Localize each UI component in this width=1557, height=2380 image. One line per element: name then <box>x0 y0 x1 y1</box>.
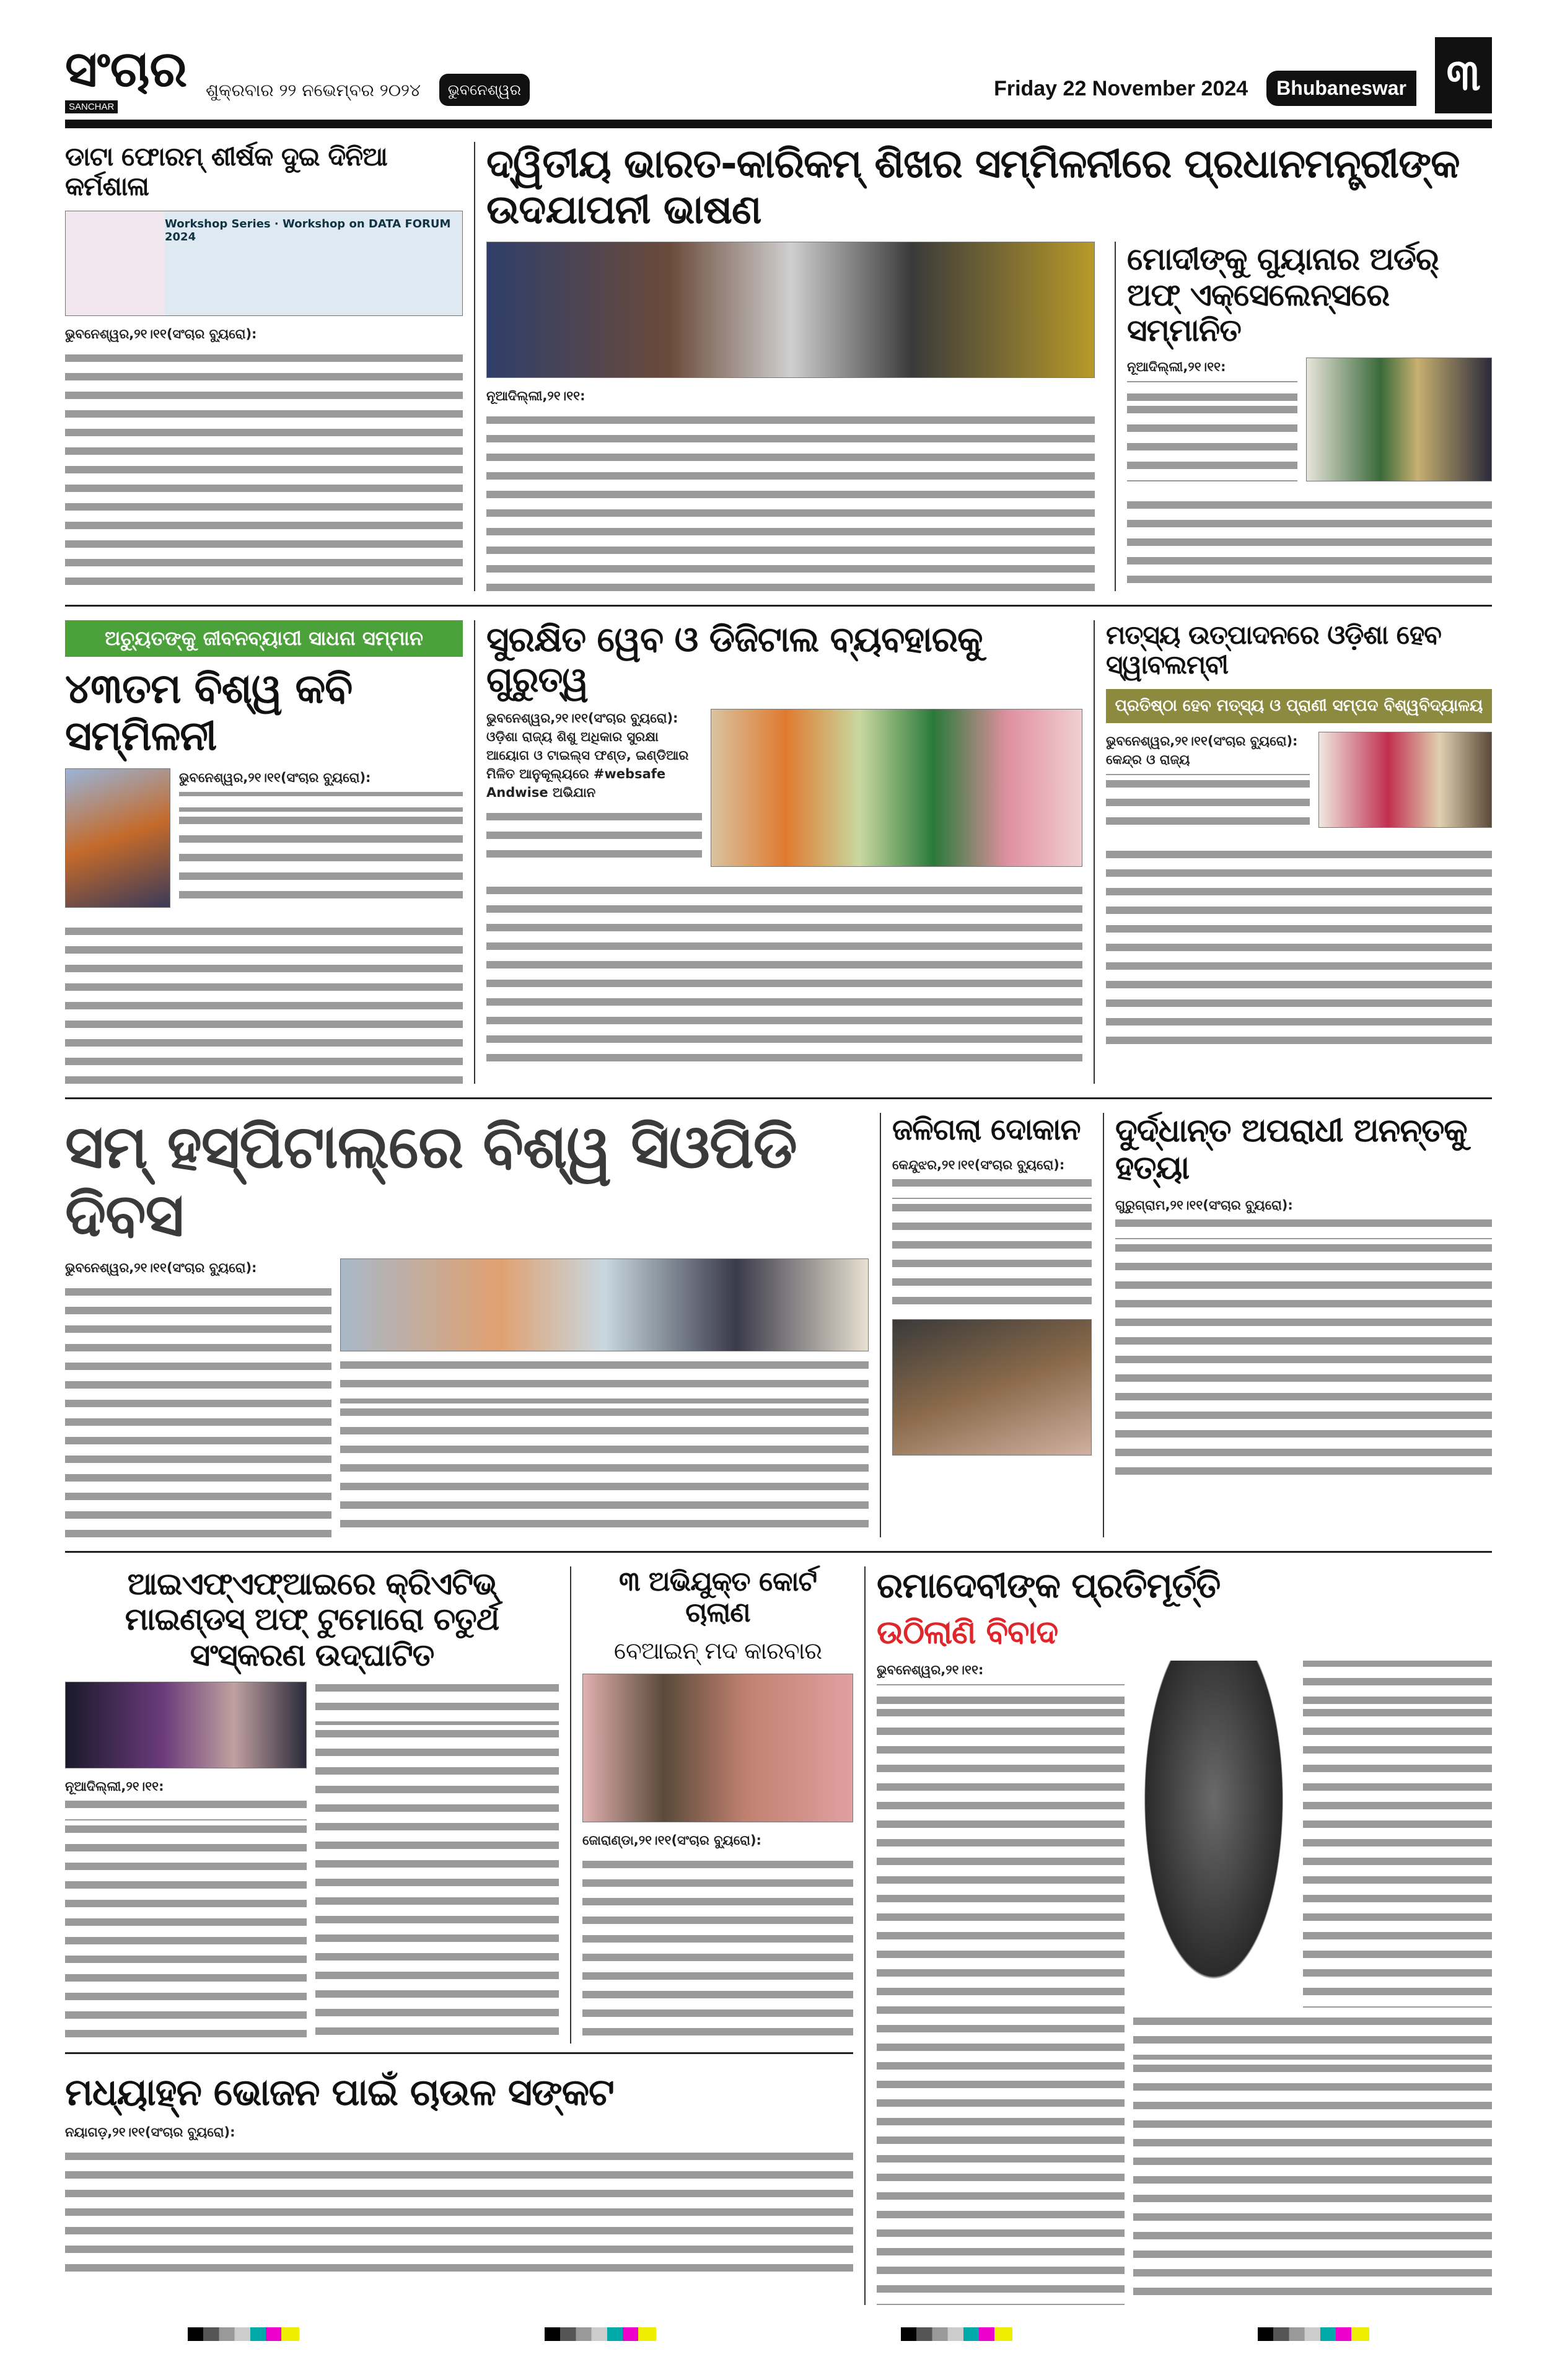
photo-iffi <box>65 1682 307 1768</box>
ramadevi-right <box>1133 1661 1492 2305</box>
edition-badge-english: Bhubaneswar <box>1266 71 1416 106</box>
section-row-4 <box>65 1553 1492 2319</box>
photo-copd-day <box>340 1258 869 1351</box>
article-body-guyana: ନୂଆଦିଲ୍ଲୀ,୨୧।୧୧: <box>1127 358 1297 481</box>
banner-achyuta-award: ଅଚ୍ୟୁତଙ୍କୁ ଜୀବନବ୍ୟାପୀ ସାଧନା ସମ୍ମାନ <box>65 620 463 657</box>
article-body-copd: ଭୁବନେଶ୍ୱର,୨୧।୧୧(ସଂଚାର ବ୍ୟୁରୋ): <box>65 1258 331 1537</box>
column-left-bottom <box>65 1566 864 2305</box>
headline-liquor-court: ୩ ଅଭିଯୁକ୍ତ କୋର୍ଟ ଚାଲାଣ <box>618 1565 817 1629</box>
article-body-fisheries: ଭୁବନେଶ୍ୱର,୨୧।୧୧(ସଂଚାର ବ୍ୟୁରୋ): କେନ୍ଦ୍ର ଓ ରାଜ୍ୟ <box>1106 732 1310 831</box>
article-body-caricom: ନୂଆଦିଲ୍ଲୀ,୨୧।୧୧: <box>486 387 1095 591</box>
color-registration-strips <box>65 2319 1492 2350</box>
headline-data-forum: ଡାଟା ଫୋରମ୍ ଶୀର୍ଷକ ଦୁଇ ଦିନିଆ କର୍ମଶାଳା <box>65 141 387 202</box>
article-body-copd-cont <box>340 1360 869 1537</box>
article-body-fisheries-cont <box>1106 840 1492 1044</box>
headline-criminal-killed: ଦୁର୍ଦ୍ଧାନ୍ତ ଅପରାଧୀ ଅନନ୍ତକୁ ହତ୍ୟା <box>1115 1112 1467 1187</box>
article-body-safe-web-cont <box>486 876 1082 1061</box>
color-registration-strip <box>188 2327 299 2341</box>
color-registration-strip <box>901 2327 1012 2341</box>
column-iffi <box>65 1566 570 2044</box>
column-shop-fire <box>880 1113 1103 1537</box>
ramadevi-statue-row <box>1133 1661 1492 2008</box>
column-data-forum <box>65 142 474 591</box>
article-body-criminal-killed: ଗୁରୁଗ୍ରାମ,୨୧।୧୧(ସଂଚାର ବ୍ୟୁରୋ): <box>1115 1196 1492 1481</box>
column-safe-web <box>474 620 1094 1084</box>
section-row-3 <box>65 1099 1492 1553</box>
column-liquor <box>570 1566 853 2044</box>
headline-fisheries: ମତ୍ସ୍ୟ ଉତ୍ପାଦନରେ ଓଡ଼ିଶା ହେବ ସ୍ୱାବଲମ୍ବୀ <box>1106 620 1441 680</box>
copd-content <box>65 1258 869 1537</box>
page-number: ୩ <box>1435 37 1492 113</box>
iffi-left <box>65 1682 307 2044</box>
photo-safe-web <box>711 709 1082 867</box>
article-body-poets-cont <box>65 916 463 1084</box>
color-registration-strip <box>1258 2327 1369 2341</box>
masthead <box>65 37 1492 128</box>
rice-divider <box>65 2052 853 2063</box>
headline-safe-web: ସୁରକ୍ଷିତ ୱେବ ଓ ଡିଜିଟାଲ ବ୍ୟବହାରକୁ ଗୁରୁତ୍ୱ <box>486 620 983 700</box>
article-body-iffi-cont <box>315 1682 559 2044</box>
article-body-ramadevi-cont <box>1133 2016 1492 2305</box>
photo-poets-congress <box>65 768 170 908</box>
photo-shop-fire <box>892 1319 1092 1456</box>
photo-ramadevi-statue <box>1133 1661 1294 2008</box>
banner-fisheries-university: ପ୍ରତିଷ୍ଠା ହେବ ମତ୍ସ୍ୟ ଓ ପ୍ରାଣୀ ସମ୍ପଦ ବିଶ୍ୱବିଦ୍ୟାଳୟ <box>1106 689 1492 723</box>
subhead-illegal-liquor: ବେଆଇନ୍ ମଦ କାରବାର <box>613 1636 822 1664</box>
headline-copd-day: ସମ୍ ହସ୍ପିଟାଲ୍‌ରେ ବିଶ୍ୱ ସିଓପିଡି ଦିବସ <box>65 1112 797 1250</box>
headline-caricom: ଦ୍ୱିତୀୟ ଭାରତ-କାରିକମ୍ ଶିଖର ସମ୍ମିଳନୀରେ ପ୍ରଧାନମନ୍ତ୍ରୀଙ୍କ ଉଦଯାପନୀ ଭାଷଣ <box>486 141 1460 233</box>
column-poets <box>65 620 474 1084</box>
photo-data-forum <box>65 211 463 316</box>
date-odia: ଶୁକ୍ରବାର ୨୨ ନଭେମ୍ବର ୨୦୨୪ <box>206 80 421 100</box>
article-body-guyana-cont <box>1127 490 1492 583</box>
caricom-content <box>486 242 1492 591</box>
ramadevi-content <box>877 1661 1492 2305</box>
article-body-data-forum: ଭୁବନେଶ୍ୱର,୨୧।୧୧(ସଂଚାର ବ୍ୟୁରୋ): <box>65 325 463 585</box>
safe-web-content <box>486 709 1082 867</box>
section-row-2 <box>65 607 1492 1099</box>
headline-poets-congress: ୪୩ତମ ବିଶ୍ୱ କବି ସମ୍ମିଳନୀ <box>65 665 353 760</box>
photo-modi-caricom <box>486 242 1095 378</box>
article-body-ramadevi-side <box>1303 1661 1492 2008</box>
color-registration-strip <box>545 2327 656 2341</box>
guyana-content <box>1127 358 1492 481</box>
article-body-safe-web: ଭୁବନେଶ୍ୱର,୨୧।୧୧(ସଂଚାର ବ୍ୟୁରୋ): ଓଡ଼ିଶା ରାଜ୍ୟ ଶିଶୁ ଅଧିକାର ସୁରକ୍ଷା ଆୟୋଗ ଓ ଟାଇଲ୍ସ ଫଣ୍ଡ, ଇଣ୍ଡିଆର ମିଳିତ ଆନୁକୂଲ୍ୟରେ #websafe Andwise ଅଭିଯାନ <box>486 709 702 867</box>
headline-shop-fire: ଜଳିଗଲା ଦୋକାନ <box>892 1112 1081 1147</box>
section-row-1 <box>65 128 1492 607</box>
column-criminal-killed <box>1103 1113 1492 1537</box>
caricom-main <box>486 242 1106 591</box>
article-body-midday-meal: ନୟାଗଡ଼,୨୧।୧୧(ସଂଚାର ବ୍ୟୁରୋ): <box>65 2123 853 2272</box>
headline-guyana: ମୋଦୀଙ୍କୁ ଗୁୟାନାର ଅର୍ଡର୍ ଅଫ୍ ଏକ୍ସେଲେନ୍ସରେ ସମ୍ମାନିତ <box>1127 241 1439 349</box>
photo-fisheries <box>1318 732 1492 828</box>
logo-subtitle: SANCHAR <box>65 100 118 113</box>
headline-midday-meal-rice: ମଧ୍ୟାହ୍ନ ଭୋଜନ ପାଇଁ ଚାଉଳ ସଙ୍କଟ <box>65 2071 614 2115</box>
date-english: Friday 22 November 2024 <box>994 77 1248 100</box>
photo-banner-text: Workshop Series · Workshop on DATA FORUM 2024 <box>165 217 451 244</box>
article-body-liquor: ଜୋରାଣ୍ଡା,୨୧।୧୧(ସଂଚାର ବ୍ୟୁରୋ): <box>582 1831 853 2035</box>
column-caricom <box>474 142 1492 591</box>
copd-right <box>340 1258 869 1537</box>
column-guyana <box>1115 242 1492 591</box>
headline-ramadevi-statue: ରମାଦେବୀଙ୍କ ପ୍ରତିମୂର୍ତ୍ତି <box>877 1565 1221 1606</box>
headline-iffi: ଆଇଏଫ୍‌ଏଫ୍‌ଆଇରେ କ୍ରିଏଟିଭ୍ ମାଇଣ୍ଡସ୍ ଅଫ୍ ଟୁମୋରୋ ଚତୁର୍ଥ ସଂସ୍କରଣ ଉଦ୍‌ଘାଟିତ <box>125 1565 499 1673</box>
column-ramadevi <box>864 1566 1492 2305</box>
iffi-liquor-row <box>65 1566 853 2044</box>
photo-guyana-award <box>1306 358 1492 481</box>
poets-content <box>65 768 463 908</box>
article-body-ramadevi: ଭୁବନେଶ୍ୱର,୨୧।୧୧: <box>877 1661 1125 2305</box>
logo-block <box>65 42 187 113</box>
photo-liquor-accused <box>582 1674 853 1822</box>
subhead-controversy: ଉଠିଲାଣି ବିବାଦ <box>877 1614 1058 1652</box>
article-body-shop-fire: କେନ୍ଦୁଝର,୨୧।୧୧(ସଂଚାର ବ୍ୟୁରୋ): <box>892 1156 1092 1311</box>
article-body-iffi: ନୂଆଦିଲ୍ଲୀ,୨୧।୧୧: <box>65 1777 307 2044</box>
edition-badge-odia: ଭୁବନେଶ୍ୱର <box>439 74 530 106</box>
column-copd <box>65 1113 880 1537</box>
column-fisheries <box>1094 620 1492 1084</box>
fisheries-content <box>1106 732 1492 831</box>
logo: ସଂଚାର <box>65 40 188 98</box>
article-body-poets: ଭୁବନେଶ୍ୱର,୨୧।୧୧(ସଂଚାର ବ୍ୟୁରୋ): <box>179 768 463 908</box>
iffi-content <box>65 1682 559 2044</box>
